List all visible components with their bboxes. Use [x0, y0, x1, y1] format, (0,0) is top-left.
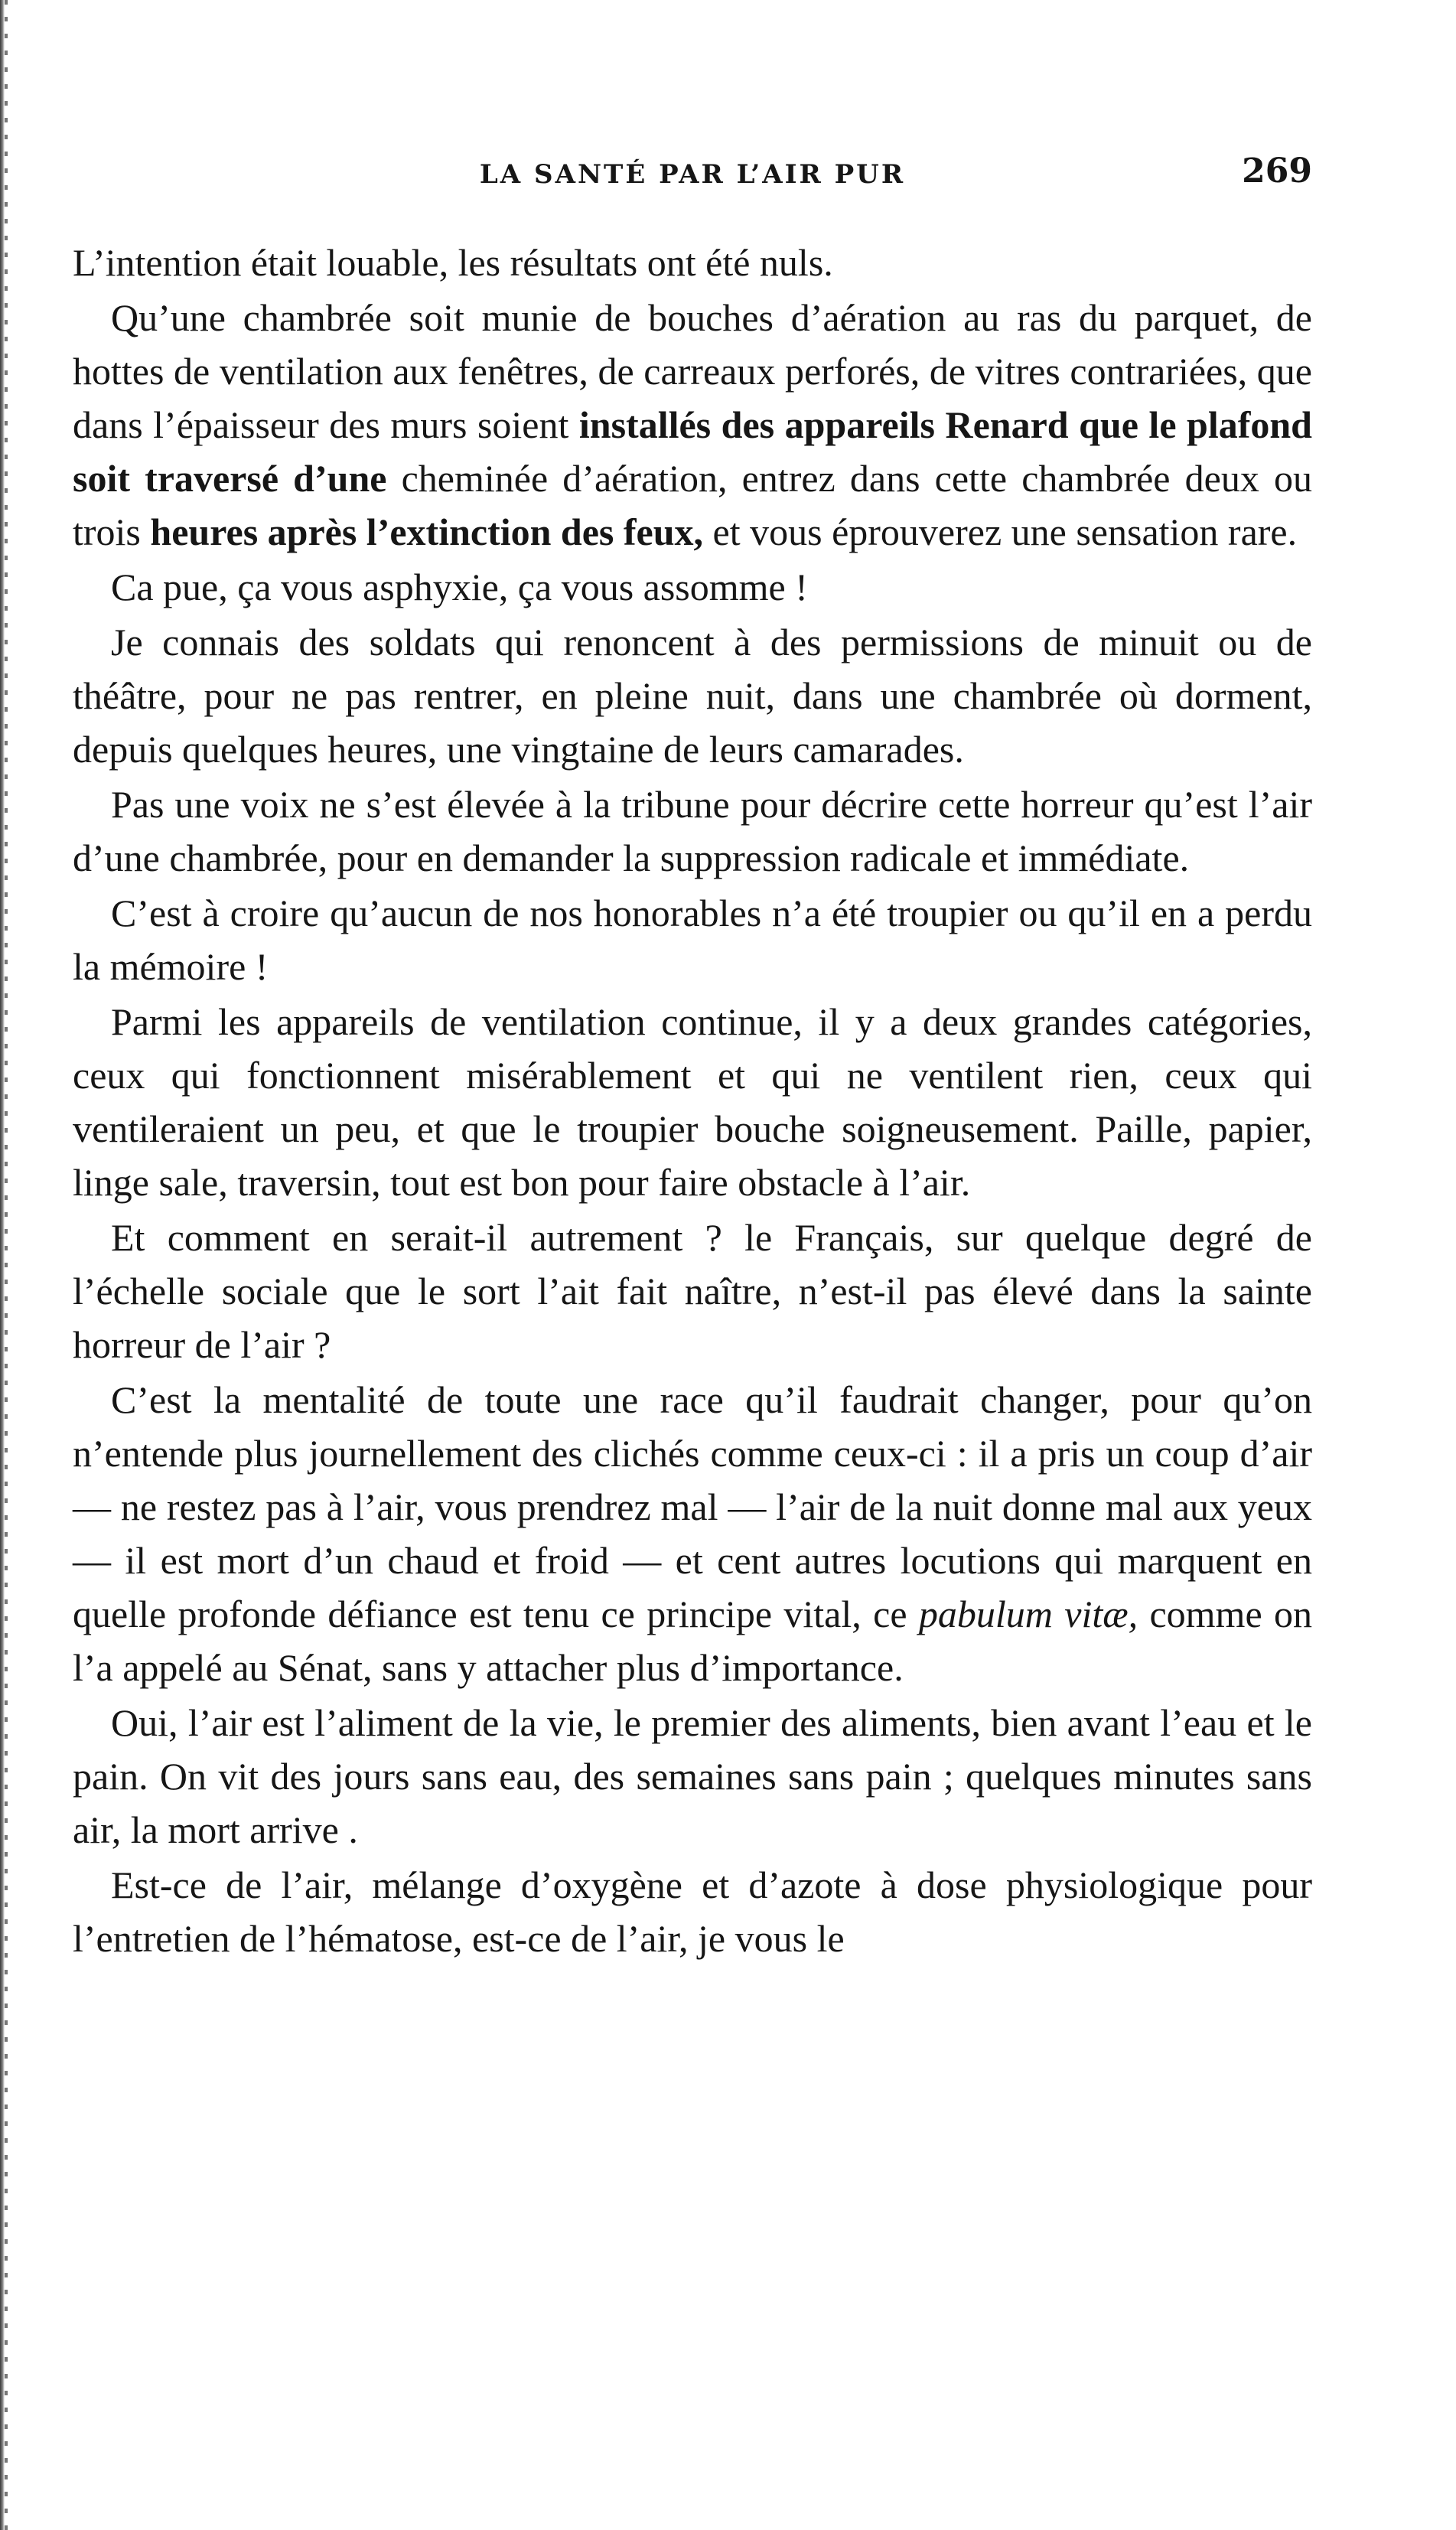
paragraph-2-bold-a: installés des appareils Renard que le plafond soit traversé d’une — [73, 403, 1312, 500]
book-page — [73, 145, 1312, 1967]
paragraph-9-italic: pabulum vitæ, — [918, 1593, 1138, 1635]
scan-binding-marks — [5, 0, 8, 2530]
paragraph-7: Parmi les appareils de ventilation continue, il y a deux grandes catégories, ceux qui fonctionnent misérablement et qui ne ventilent rien, ceux qui ventileraient un peu, et que le troupier bouche soigneusement. Paille, papier, linge sale, traversin, tout est bon pour faire obstacle à l’air. — [73, 1000, 1312, 1204]
paragraph-1: L’intention était louable, les résultats ont été nuls. — [73, 241, 833, 284]
paragraph-9-text-a: C’est la mentalité de toute une race qu’il faudrait changer, pour qu’on n’entende plus journellement des clichés comme ceux-ci : il a pris un coup d’air — ne restez pas à l’air, vous prendrez mal — l’air de la nuit donne mal aux yeux — il est mort d’un chaud et froid — et cent autres locutions qui marquent en quelle profonde défiance est tenu ce principe vital, ce — [73, 1378, 1312, 1635]
paragraph-4: Je connais des soldats qui renoncent à des permissions de minuit ou de théâtre, pour ne pas rentrer, en pleine nuit, dans une chambrée où dorment, depuis quelques heures, une vingtaine de leurs camarades. — [73, 621, 1312, 771]
paragraph-9 — [73, 1373, 1312, 1694]
running-head — [73, 145, 1312, 207]
paragraph-9-text-b: comme on l’a appelé au Sénat, sans y attacher plus d’importance. — [73, 1593, 1313, 1689]
paragraph-2 — [73, 291, 1312, 559]
paragraph-2-text-b: cheminée d’aération, entrez dans cette chambrée deux ou trois — [73, 457, 1312, 553]
running-title: LA SANTÉ PAR L’AIR PUR — [479, 159, 906, 190]
paragraph-8: Et comment en serait-il autrement ? le Français, sur quelque degré de l’échelle sociale que le sort l’ait fait naître, n’est-il pas élevé dans la sainte horreur de l’air ? — [73, 1216, 1312, 1366]
paragraph-11: Est-ce de l’air, mélange d’oxygène et d’azote à dose physiologique pour l’entretien de l’hématose, est-ce de l’air, je vous le — [73, 1863, 1312, 1960]
body-text — [73, 236, 1312, 1965]
paragraph-2-text-c: et vous éprouverez une sensation rare. — [703, 510, 1298, 553]
paragraph-5: Pas une voix ne s’est élevée à la tribune pour décrire cette horreur qu’est l’air d’une chambrée, pour en demander la suppression radicale et immédiate. — [73, 783, 1312, 879]
paragraph-2-bold-b: heures après l’extinction des feux, — [150, 510, 704, 553]
page-number: 269 — [1242, 152, 1312, 191]
paragraph-10: Oui, l’air est l’aliment de la vie, le premier des aliments, bien avant l’eau et le pain. On vit des jours sans eau, des semaines sans pain ; quelques minutes sans air, la mort arrive . — [73, 1701, 1312, 1851]
paragraph-2-text-a: Qu’une chambrée soit munie de bouches d’aération au ras du parquet, de hottes de ventilation aux fenêtres, de carreaux perforés, de vitres contrariées, que dans l’épaisseur des murs soient — [73, 296, 1312, 446]
paragraph-6: C’est à croire qu’aucun de nos honorables n’a été troupier ou qu’il en a perdu la mémoire ! — [73, 892, 1312, 988]
paragraph-3: Ca pue, ça vous asphyxie, ça vous assomme ! — [111, 566, 808, 608]
